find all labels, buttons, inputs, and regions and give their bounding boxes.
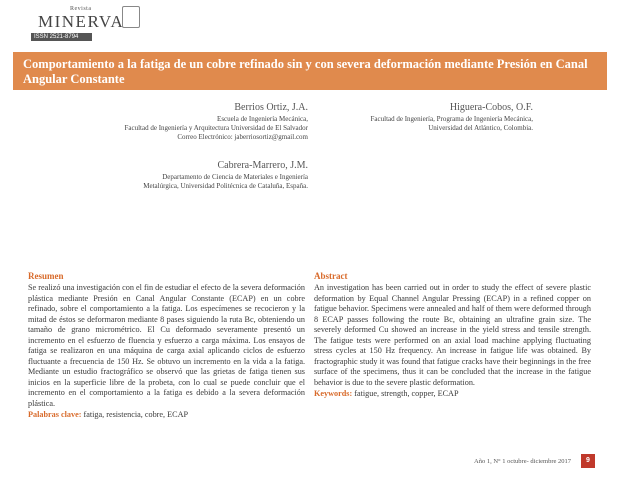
author-name: Cabrera-Marrero, J.M. <box>217 160 308 171</box>
author-affiliation: Departamento de Ciencia de Materiales e Ingeniería <box>162 173 308 181</box>
palabras-clave <box>28 410 305 421</box>
resumen-heading: Resumen <box>28 271 64 281</box>
resumen-text: Se realizó una investigación con el fin de estudiar el efecto de la severa deformación plástica mediante Presión en Canal Angular Constante (ECAP) en un cobre refinado, sobre el comportamiento a la fatiga. Los especímenes se recocieron y la mitad de éstos se deformaron mediante 8 pases siguiendo la ruta Bc, obteniendo un tamaño de grano micrométrico. El Cu deformado severamente presentó un incremento en el esfuerzo de fluencia y esfuerzo a carga máxima. Los ensayos de fatiga se realizaron en una máquina de carga axial aplicando ciclos de esfuerzo fluctuante a frecuencia de 150 Hz. Se obtuvo un incremento en la vida a la fatiga. Mediante un estudio fractográfico se observó que las grietas de fatiga tienen sus inicios en la superficie libre de la probeta, con lo cual se puede concluir que el incremento en el comportamiento a la fatiga es debido a la severa deformación plástica. <box>28 283 305 408</box>
logo-title: MINERVA <box>38 12 125 31</box>
author-affiliation: Facultad de Ingeniería, Programa de Ingeniería Mecánica, <box>370 115 533 123</box>
keywords-label: Palabras clave: <box>28 410 82 419</box>
page-number: 9 <box>581 454 595 468</box>
author-block-3 <box>38 160 308 191</box>
author-affiliation: Metalúrgica, Universidad Politécnica de Cataluña, España. <box>143 182 308 190</box>
abstract-column <box>314 283 591 400</box>
keywords-text: fatigue, strength, copper, ECAP <box>354 389 459 398</box>
author-affiliation: Escuela de Ingeniería Mecánica, <box>217 115 308 123</box>
author-affiliation: Facultad de Ingeniería y Arquitectura Universidad de El Salvador <box>124 124 308 132</box>
author-block-2 <box>313 102 533 133</box>
abstract-text: An investigation has been carried out in order to study the effect of severe plastic deformation by Equal Channel Angular Pressing (ECAP) in a refined copper on fatigue behavior. Specimens were annealed and half of them were deformed through 8 ECAP passes following the route Bc, obtaining an ultrafine grain size. The severely deformed Cu showed an increase in the yield stress and tensile strength. The fatigue tests were performed on an axial load machine applying fluctuating stress cycles at 150 Hz frequency. An increase in fatigue life was obtained. By fractographic study it was found that fatigue cracks have their beginnings in the free surface of the specimens, thus it can be concluded that the increase in the fatigue behavior is due to the severe plastic deformation. <box>314 283 591 387</box>
keywords <box>314 389 591 400</box>
author-block-1 <box>38 102 308 142</box>
abstract-heading: Abstract <box>314 271 348 281</box>
emblem-icon <box>122 6 140 28</box>
issue-info: Año 1, N° 1 octubre- diciembre 2017 <box>474 458 572 465</box>
author-email: Correo Electrónico: jaberriosortiz@gmail.com <box>177 133 308 141</box>
resumen-column <box>28 283 305 421</box>
article-title: Comportamiento a la fatiga de un cobre refinado sin y con severa deformación mediante Presión en Canal Angular Constante <box>13 52 607 90</box>
issn-badge: ISSN 2521-8794 <box>31 33 92 41</box>
author-name: Berrios Ortiz, J.A. <box>234 102 308 113</box>
journal-logo <box>30 4 130 36</box>
logo-small-text: Revista <box>70 6 92 12</box>
keywords-text: fatiga, resistencia, cobre, ECAP <box>83 410 189 419</box>
keywords-label: Keywords: <box>314 389 353 398</box>
author-affiliation: Universidad del Atlántico, Colombia. <box>428 124 533 132</box>
author-name: Higuera-Cobos, O.F. <box>449 102 533 113</box>
